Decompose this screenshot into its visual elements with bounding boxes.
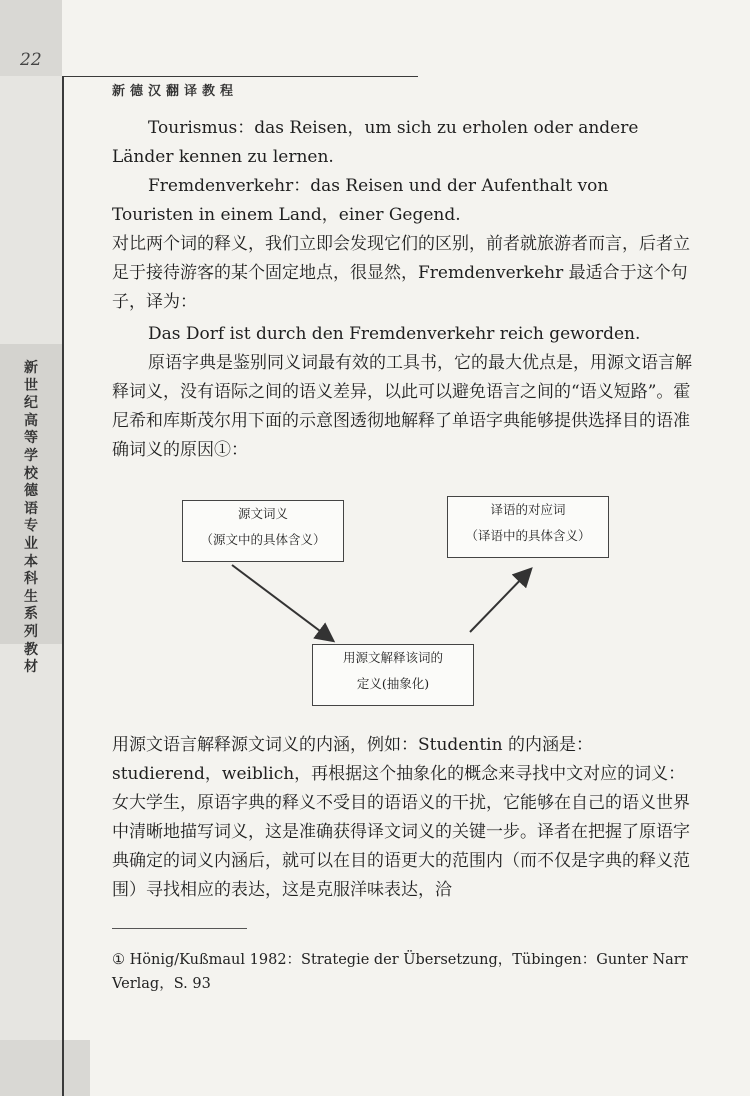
box-definition-line2: 定义(抽象化) [356,676,430,691]
definition-fremdenverkehr: Fremdenverkehr：das Reisen und der Aufenthalt von Touristen in einem Land，einer Gegend. [112,176,609,225]
box-source-line2: （源文中的具体含义） [200,532,326,547]
arrow-to-target [470,570,530,632]
page-number: 22 [20,50,42,70]
paragraph-explanation [112,731,694,905]
comparison-text: 对比两个词的释义，我们立即会发现它们的区别，前者就旅游者而言，后者立足于接待游客的某个固定地点，很显然，Fremdenverkehr 最适合于这个句子，译为： [112,234,690,312]
diagram-box-source-meaning [182,500,344,562]
box-source-line1: 源文词义 [237,506,288,521]
dictionary-text: 原语字典是鉴别同义词最有效的工具书，它的最大优点是，用源文语言解释词义，没有语际之间的语义差异，以此可以避免语言之间的“语义短路”。霍尼希和库斯茂尔用下面的示意图透彻地解释了单语字典能够提供选择目的语准确词义的原因①： [112,353,692,460]
footnote: ① Hönig/Kußmaul 1982：Strategie der Übersetzung，Tübingen：Gunter Narr Verlag，S. 93 [112,952,688,992]
diagram-box-abstract-definition [312,644,474,706]
box-target-line1: 译语的对应词 [490,502,566,517]
diagram-box-target-equivalent [447,496,609,558]
running-head: 新德汉翻译教程 [112,84,239,99]
example-sentence: Das Dorf ist durch den Fremdenverkehr reich geworden. [148,324,641,344]
arrow-to-definition [232,565,332,640]
definition-tourismus: Tourismus：das Reisen，um sich zu erholen oder andere Länder kennen zu lernen. [112,118,639,167]
footnote-rule [112,928,247,929]
side-tab-series-title: 新世纪高等学校德语专业本科生系列教材 [24,360,38,676]
box-definition-line1: 用源文解释该词的 [342,650,443,665]
box-target-line2: （译语中的具体含义） [465,528,591,543]
explanation-text: 用源文语言解释源文词义的内涵，例如：Studentin 的内涵是：studierend，weiblich，再根据这个抽象化的概念来寻找中文对应的词义：女大学生，原语字典的释义不受目的语语义的干扰，它能够在自己的语义世界中清晰地描写词义，这是准确获得译文词义的关键一步。译者在把握了原语字典确定的词义内涵后，就可以在目的语更大的范围内（而不仅是字典的释义范围）寻找相应的表达，这是克服洋味表达，洽 [112,735,690,900]
